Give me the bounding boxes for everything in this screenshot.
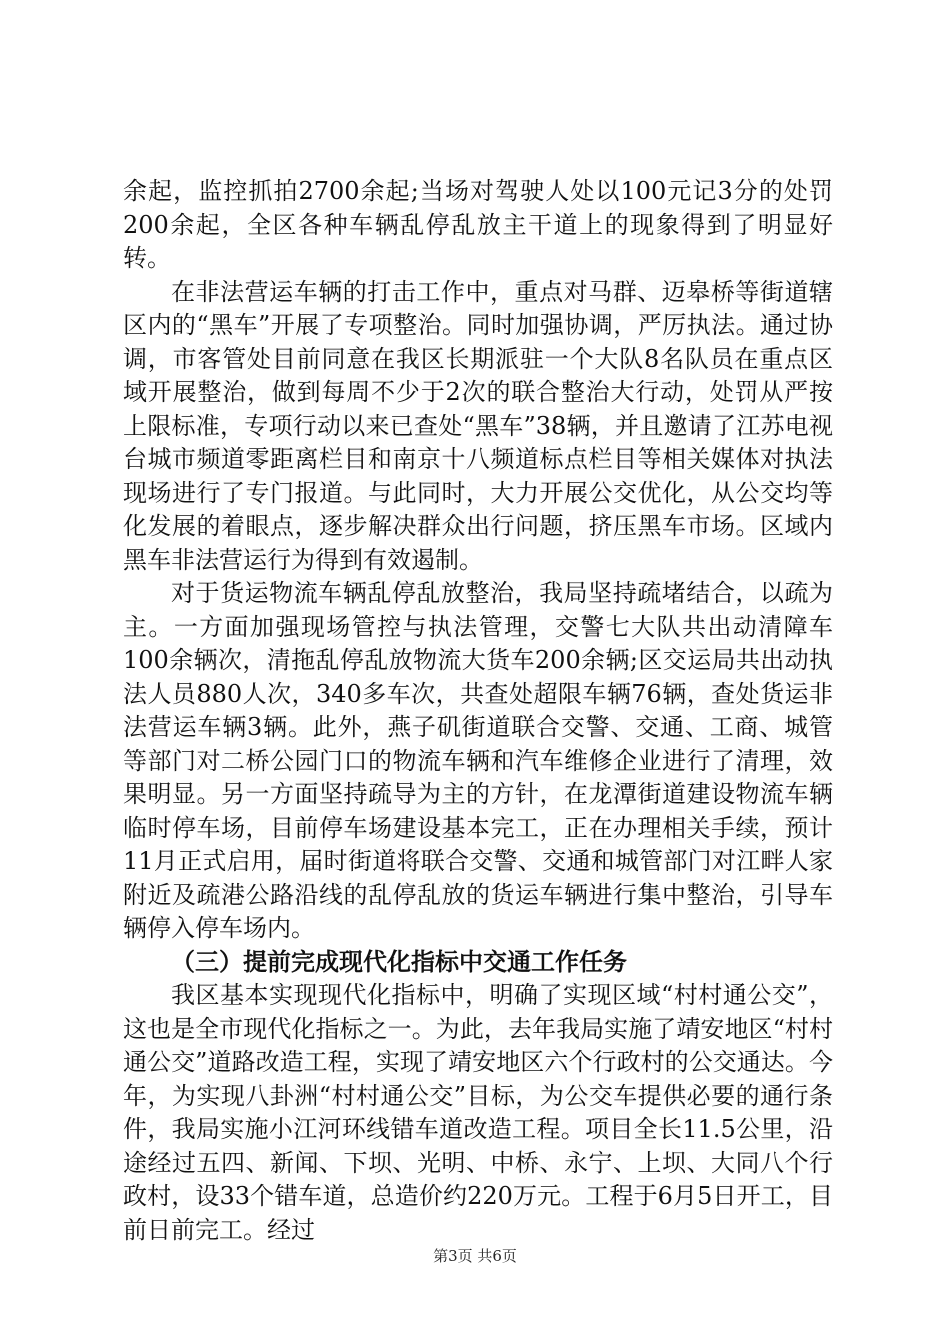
paragraph: 对于货运物流车辆乱停乱放整治，我局坚持疏堵结合，以疏为主。一方面加强现场管控与执法管理，交警七大队共出动清障车100余辆次，清拖乱停乱放物流大货车200余辆;区交运局共出动执法人员880人次，340多车次，共查处超限车辆76辆，查处货运非法营运车辆3辆。此外，燕子矶街道联合交警、交通、工商、城管等部门对二桥公园门口的物流车辆和汽车维修企业进行了清理，效果明显。另一方面坚持疏导为主的方针，在龙潭街道建设物流车辆临时停车场，目前停车场建设基本完工，正在办理相关手续，预计11月正式启用，届时街道将联合交警、交通和城管部门对江畔人家附近及疏港公路沿线的乱停乱放的货运车辆进行集中整治，引导车辆停入停车场内。: [123, 579, 833, 942]
section-heading: （三）提前完成现代化指标中交通工作任务: [171, 947, 627, 976]
paragraph: 在非法营运车辆的打击工作中，重点对马群、迈皋桥等街道辖区内的“黑车”开展了专项整治。同时加强协调，严厉执法。通过协调，市客管处目前同意在我区长期派驻一个大队8名队员在重点区域开展整治，做到每周不少于2次的联合整治大行动，处罚从严按上限标准，专项行动以来已查处“黑车”38辆，并且邀请了江苏电视台城市频道零距离栏目和南京十八频道标点栏目等相关媒体对执法现场进行了专门报道。与此同时，大力开展公交优化，从公交均等化发展的着眼点，逐步解决群众出行问题，挤压黑车市场。区域内黑车非法营运行为得到有效遏制。: [123, 277, 833, 574]
page-number-footer: 第3页 共6页: [433, 1247, 517, 1265]
document-body: [123, 175, 833, 1247]
paragraph: 我区基本实现现代化指标中，明确了实现区域“村村通公交”，这也是全市现代化指标之一。为此，去年我局实施了靖安地区“村村通公交”道路改造工程，实现了靖安地区六个行政村的公交通达。今年，为实现八卦洲“村村通公交”目标，为公交车提供必要的通行条件，我局实施小江河环线错车道改造工程。项目全长11.5公里，沿途经过五四、新闻、下坝、光明、中桥、永宁、上坝、大同八个行政村，设33个错车道，总造价约220万元。工程于6月5日开工，目前日前完工。经过: [123, 981, 833, 1244]
paragraph: 余起，监控抓拍2700余起;当场对驾驶人处以100元记3分的处罚200余起，全区各种车辆乱停乱放主干道上的现象得到了明显好转。: [123, 177, 833, 272]
